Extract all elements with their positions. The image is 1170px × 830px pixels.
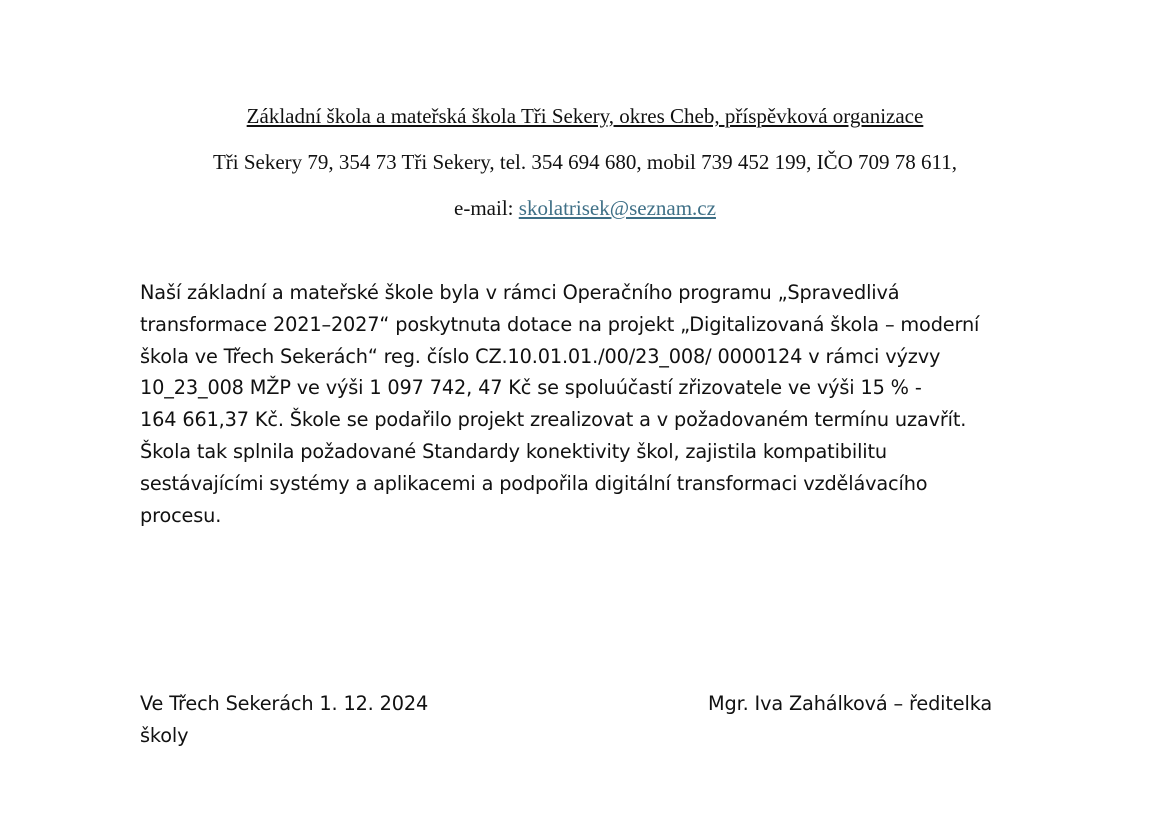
place-and-date: Ve Třech Sekerách 1. 12. 2024	[140, 692, 429, 715]
signer-title-continuation: školy	[140, 724, 189, 747]
email-label: e-mail:	[454, 196, 519, 220]
paragraph-line: 10_23_008 MŽP ve výši 1 097 742, 47 Kč se spoluúčastí zřizovatele ve výši 15 % -	[140, 376, 922, 400]
paragraph-line: Škola tak splnila požadované Standardy konektivity škol, zajistila kompatibilitu	[140, 439, 887, 463]
letterhead-organization-line	[0, 93, 1170, 139]
paragraph-line: škola ve Třech Sekerách“ reg. číslo CZ.10.01.01./00/23_008/ 0000124 v rámci výzvy	[140, 344, 941, 368]
email-link[interactable]: skolatrisek@seznam.cz	[518, 196, 716, 220]
paragraph-line: transformace 2021–2027“ poskytnuta dotace na projekt „Digitalizovaná škola – moderní	[140, 312, 980, 336]
letterhead-address-line: Tři Sekery 79, 354 73 Tři Sekery, tel. 354 694 680, mobil 739 452 199, IČO 709 78 611,	[212, 150, 958, 174]
announcement-paragraph	[140, 277, 1032, 531]
signer-name: Mgr. Iva Zahálková – ředitelka	[708, 692, 993, 715]
paragraph-line: 164 661,37 Kč. Škole se podařilo projekt zrealizovat a v požadovaném termínu uzavřít.	[140, 408, 967, 432]
paragraph-line: procesu.	[140, 503, 222, 527]
paragraph-line: sestávajícími systémy a aplikacemi a podpořila digitální transformaci vzdělávacího	[140, 471, 928, 495]
organization-name: Základní škola a mateřská škola Tři Sekery, okres Cheb, příspěvková organizace	[246, 104, 924, 128]
letterhead-email-line	[0, 185, 1170, 231]
paragraph-line: Naší základní a mateřské škole byla v rámci Operačního programu „Spravedlivá	[140, 281, 900, 304]
letterhead	[0, 93, 1170, 231]
